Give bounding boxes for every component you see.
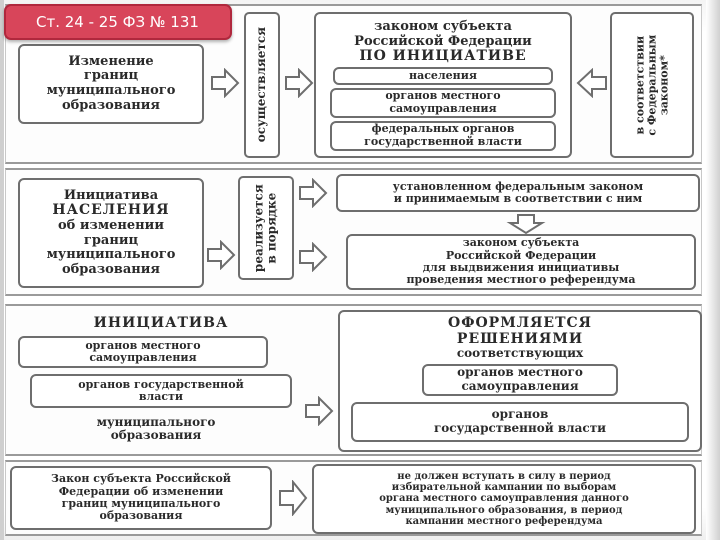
federal-law-accordance-box <box>610 12 694 158</box>
left-edge-shadow <box>0 0 4 540</box>
section-law-effect <box>5 460 702 536</box>
left-arrow-icon <box>576 68 608 98</box>
right-arrow-icon <box>210 68 240 98</box>
initiative-local-government-box: органов местного самоуправления <box>18 336 268 368</box>
boundary-change-line: Изменение <box>68 53 154 69</box>
initiative-by-law-box <box>314 12 572 158</box>
boundary-change-line: границ <box>83 68 139 84</box>
initiative-heading: ИНИЦИАТИВА <box>93 315 229 332</box>
decision-local-government-box: органов местного самоуправления <box>422 364 618 396</box>
regional-law-referendum-box: законом субъекта Российской Федерации для выдвижения инициативы проведения местного референдума <box>346 234 696 290</box>
initiative-municipality-text: муниципального образования <box>96 414 216 442</box>
down-arrow-icon <box>506 213 546 235</box>
verb-carried-out: осуществляется <box>254 27 269 143</box>
right-edge-shadow <box>706 0 720 540</box>
verb-realized: реализуется в порядке <box>251 184 279 272</box>
initiative-item-population: населения <box>333 67 553 85</box>
initiative-state-authority-box: органов государственной власти <box>30 374 292 408</box>
right-arrow-icon <box>298 242 328 272</box>
initiative-item-local-government: органов местного самоуправления <box>330 88 556 118</box>
initiative-title-line: законом субъекта <box>374 19 512 34</box>
initiative-item-federal-authorities: федеральных органов государственной власти <box>330 121 556 151</box>
law-reference-badge: Ст. 24 - 25 ФЗ № 131 <box>4 4 232 40</box>
initiative-title-line: Российской Федерации <box>354 33 532 49</box>
verb-realized-box <box>238 176 294 280</box>
verb-carried-out-box <box>244 12 280 158</box>
federal-law-procedure-box: установленном федеральным законом и принимаемым в соответствии с ним <box>336 174 700 212</box>
law-not-in-force-box: не должен вступать в силу в период избирательной кампании по выборам органа местного самоуправления данного муниципального образования, в период кампании местного референдума <box>312 464 696 534</box>
population-initiative-box: Инициатива НАСЕЛЕНИЯ об изменении границ муниципального образования <box>18 178 204 288</box>
right-arrow-icon <box>206 240 236 270</box>
federal-law-accordance-text: в соответствии с Федеральным законом* <box>632 34 671 136</box>
right-arrow-icon <box>284 68 314 98</box>
section-population-initiative <box>5 168 702 296</box>
section-initiative-decisions <box>5 304 702 456</box>
boundary-change-box <box>18 44 204 124</box>
boundary-change-line: муниципального <box>46 83 176 98</box>
initiative-title-emphasis: ПО ИНИЦИАТИВЕ <box>359 48 527 65</box>
decisions-box: ОФОРМЛЯЕТСЯ РЕШЕНИЯМИ соответствующих органов местного самоуправления органов государственной власти <box>338 310 702 452</box>
right-arrow-icon <box>278 480 308 516</box>
decision-state-authority-box: органов государственной власти <box>351 402 689 442</box>
right-arrow-icon <box>298 178 328 208</box>
right-arrow-icon <box>304 396 334 426</box>
boundary-change-line: образования <box>61 97 161 113</box>
regional-boundary-law-box: Закон субъекта Российской Федерации об изменении границ муниципального образования <box>10 466 272 530</box>
